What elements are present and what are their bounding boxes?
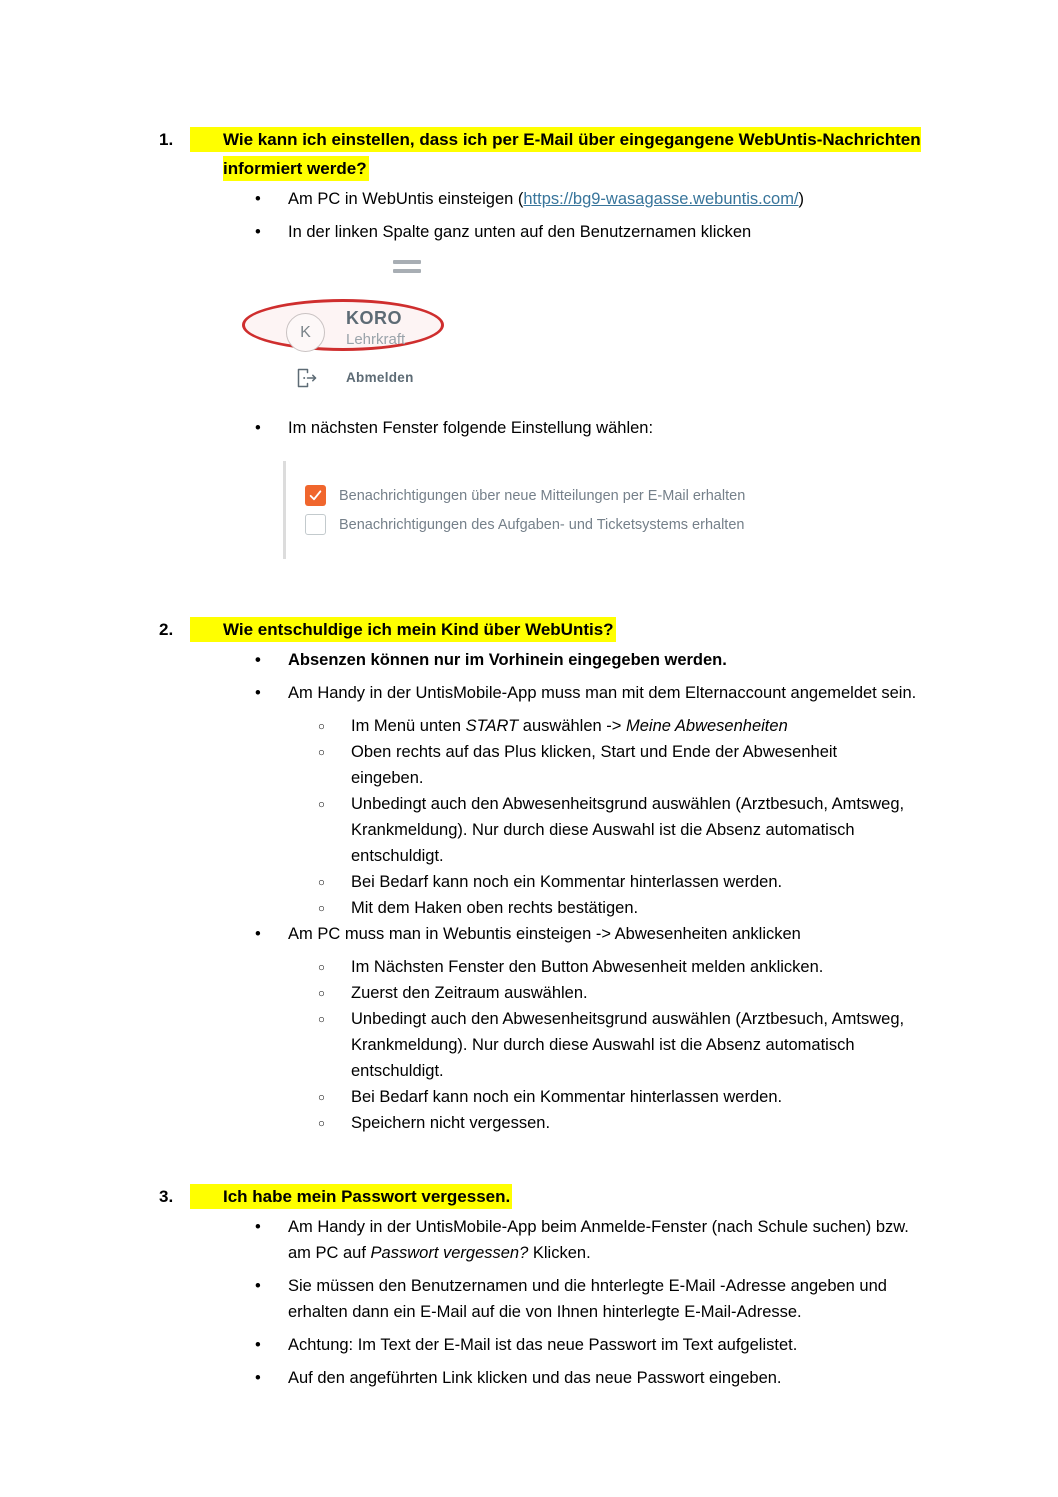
sub-list-item: ○ Speichern nicht vergessen. bbox=[190, 1110, 911, 1136]
sub-list-item: ○ Zuerst den Zeitraum auswählen. bbox=[190, 980, 911, 1006]
section-1-heading bbox=[159, 125, 980, 183]
sub-list-item: ○ Bei Bedarf kann noch ein Kommentar hinterlassen werden. bbox=[190, 1084, 911, 1110]
document-content bbox=[159, 125, 980, 1398]
setting-row-email bbox=[305, 485, 843, 506]
avatar-initial: K bbox=[300, 323, 311, 341]
menu-item-meine-abwesenheiten: Meine Abwesenheiten bbox=[626, 717, 788, 735]
sub-list-item: ○ Mit dem Haken oben rechts bestätigen. bbox=[190, 895, 911, 921]
logout-icon bbox=[295, 366, 319, 395]
notification-settings-screenshot bbox=[283, 461, 843, 559]
list-item bbox=[190, 186, 918, 212]
list-item: • Im nächsten Fenster folgende Einstellung wählen: bbox=[190, 415, 918, 441]
user-role: Lehrkraft bbox=[346, 331, 406, 348]
red-ellipse-annotation bbox=[242, 299, 444, 351]
list-item: • Absenzen können nur im Vorhinein eingegeben werden. bbox=[190, 647, 918, 673]
setting-row-tickets bbox=[305, 514, 843, 535]
sub-list-item: ○ Oben rechts auf das Plus klicken, Start und Ende der Abwesenheit eingeben. bbox=[190, 739, 911, 791]
sub-list-item: ○ Unbedingt auch den Abwesenheitsgrund auswählen (Arztbesuch, Amtsweg, Krankmeldung). Nur durch diese Auswahl ist die Absenz automatisch entschuldigt. bbox=[190, 1006, 911, 1084]
list-item: • Achtung: Im Text der E-Mail ist das neue Passwort im Text aufgelistet. bbox=[190, 1332, 918, 1358]
section-3-number: 3. bbox=[159, 1187, 174, 1206]
section-1-title: Wie kann ich einstellen, dass ich per E-Mail über eingegangene WebUntis-Nachrichten informiert werde? bbox=[223, 130, 921, 178]
bullet-text: ) bbox=[798, 190, 805, 208]
profile-name-block bbox=[346, 308, 405, 348]
list-item: • In der linken Spalte ganz unten auf den Benutzernamen klicken bbox=[190, 219, 918, 245]
section-2-number: 2. bbox=[159, 620, 174, 639]
list-item: • Am Handy in der UntisMobile-App beim Anmelde-Fenster (nach Schule suchen) bzw. am PC auf Passwort vergessen? Klicken. bbox=[190, 1214, 918, 1266]
list-item: • Am PC muss man in Webuntis einsteigen -> Abwesenheiten anklicken bbox=[190, 921, 918, 947]
webuntis-link[interactable]: https://bg9-wasagasse.webuntis.com/ bbox=[523, 190, 799, 208]
sub-list-item: ○ Unbedingt auch den Abwesenheitsgrund auswählen (Arztbesuch, Amtsweg, Krankmeldung). Nur durch diese Auswahl ist die Absenz automatisch entschuldigt. bbox=[190, 791, 911, 869]
section-1-number: 1. bbox=[159, 130, 174, 149]
checkbox-label: Benachrichtigungen über neue Mitteilungen per E-Mail erhalten bbox=[339, 487, 746, 504]
section-2-heading bbox=[159, 615, 980, 644]
sub-list-item: ○ Im Nächsten Fenster den Button Abwesenheit melden anklicken. bbox=[190, 954, 911, 980]
section-3-heading bbox=[159, 1182, 980, 1211]
sub-list-item: ○ Bei Bedarf kann noch ein Kommentar hinterlassen werden. bbox=[190, 869, 911, 895]
section-3-title: Ich habe mein Passwort vergessen. bbox=[223, 1187, 511, 1206]
list-item: • Auf den angeführten Link klicken und das neue Passwort eingeben. bbox=[190, 1365, 918, 1391]
list-item: • Sie müssen den Benutzernamen und die hnterlegte E-Mail -Adresse angeben und erhalten dann ein E-Mail auf die von Ihnen hinterlegte E-Mail-Adresse. bbox=[190, 1273, 918, 1325]
section-2-title: Wie entschuldige ich mein Kind über WebUntis? bbox=[223, 620, 614, 639]
section-3-highlight bbox=[159, 1184, 512, 1209]
username: KORO bbox=[346, 308, 402, 328]
list-item: • Am Handy in der UntisMobile-App muss man mit dem Elternaccount angemeldet sein. bbox=[190, 680, 918, 706]
section-1-highlight bbox=[159, 127, 921, 181]
checkbox-checked-icon bbox=[305, 485, 326, 506]
checkbox-label: Benachrichtigungen des Aufgaben- und Ticketsystems erhalten bbox=[339, 516, 745, 533]
section-2-highlight bbox=[159, 617, 616, 642]
sub-list-item: ○ Im Menü unten START auswählen -> Meine Abwesenheiten bbox=[190, 713, 911, 739]
menu-item-start: START bbox=[465, 717, 519, 735]
webuntis-profile-screenshot bbox=[190, 253, 980, 401]
logout-label: Abmelden bbox=[346, 370, 414, 385]
menu-collapse-icon bbox=[393, 260, 421, 278]
passwort-vergessen-label: Passwort vergessen? bbox=[370, 1244, 529, 1262]
checkbox-unchecked-icon bbox=[305, 514, 326, 535]
avatar bbox=[286, 313, 325, 352]
bullet-text: Am PC in WebUntis einsteigen ( bbox=[288, 190, 524, 208]
